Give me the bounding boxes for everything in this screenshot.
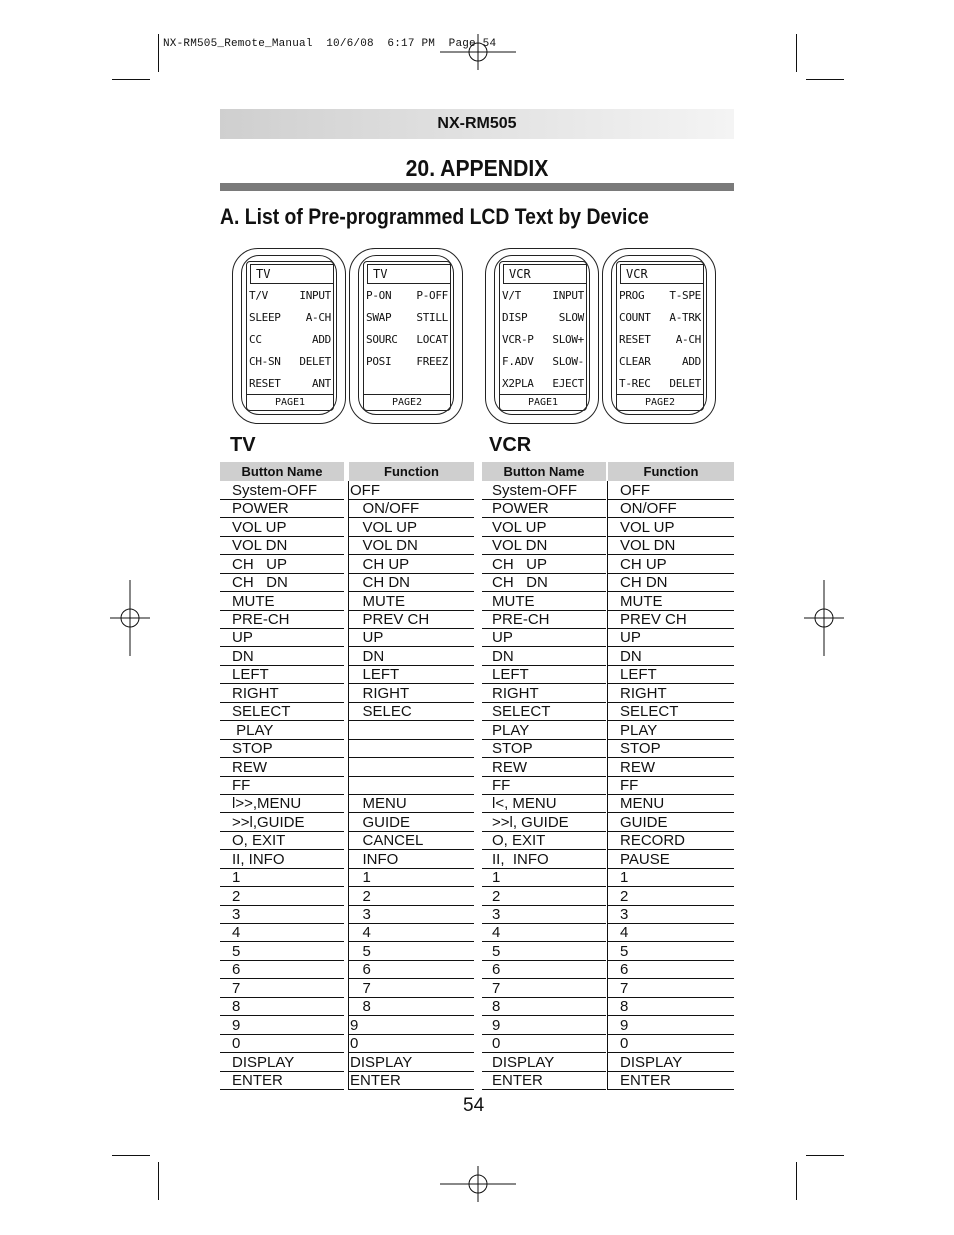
table-row [482,610,734,628]
button-name-cell: STOP [482,739,606,757]
table-row [220,758,474,776]
button-name-cell: POWER [220,499,344,517]
button-name-cell: 5 [482,942,606,960]
button-name-cell: ENTER [482,1071,606,1089]
table-row [482,794,734,812]
lcd-row: SLEEP A-CH [249,310,331,324]
table-row [220,555,474,573]
table-row [220,905,474,923]
button-name-cell: 3 [220,905,344,923]
function-cell: 8 [349,997,474,1015]
button-name-cell: >>l, GUIDE [482,813,606,831]
button-name-cell: II, INFO [220,850,344,868]
table-row [482,499,734,517]
table-row [482,629,734,647]
function-cell: RIGHT [608,684,734,702]
table-row [220,647,474,665]
function-cell: 3 [349,905,474,923]
function-cell: 9 [608,1016,734,1034]
registration-mark-icon [440,1162,516,1206]
function-cell: 2 [349,887,474,905]
tv-section-label: TV [230,434,256,456]
function-cell: ON/OFF [608,499,734,517]
function-cell: OFF [608,481,734,499]
lcd-row: CH-SN DELET [249,354,331,368]
button-name-cell: 2 [482,887,606,905]
button-name-cell: DN [220,647,344,665]
lcd-row: COUNT A-TRK [619,310,701,324]
table-row [220,536,474,554]
lcd-row [364,372,450,394]
function-cell [349,739,474,757]
function-cell: ON/OFF [349,499,474,517]
section-title: A. List of Pre-programmed LCD Text by Device [220,204,649,229]
button-name-cell: DISPLAY [482,1053,606,1071]
button-name-cell: 1 [220,868,344,886]
function-cell: ENTER [608,1071,734,1089]
function-cell: 2 [608,887,734,905]
lcd-page-label: PAGE2 [364,394,450,410]
function-cell: 9 [349,1016,474,1034]
table-row [482,1071,734,1089]
button-name-cell: 9 [482,1016,606,1034]
button-name-cell: PLAY [482,721,606,739]
table-row [220,629,474,647]
function-cell: CH DN [349,573,474,591]
button-name-cell: SELECT [220,702,344,720]
button-name-cell: 7 [220,979,344,997]
button-name-cell: 7 [482,979,606,997]
function-cell: FF [608,776,734,794]
tv-code-table [220,462,474,1090]
crop-mark [112,1155,150,1156]
column-header-button-name: Button Name [482,462,606,481]
table-row [220,924,474,942]
page-number: 54 [463,1095,485,1116]
function-cell [349,721,474,739]
button-name-cell: 8 [220,997,344,1015]
lcd-row: V/T INPUT [502,288,584,302]
lcd-row: RESET A-CH [619,332,701,346]
function-cell: 6 [608,960,734,978]
function-cell: 0 [608,1034,734,1052]
print-header: NX-RM505_Remote_Manual 10/6/08 6:17 PM Page 54 [163,38,497,50]
button-name-cell: 8 [482,997,606,1015]
function-cell: 5 [349,942,474,960]
function-cell: CH DN [608,573,734,591]
button-name-cell: 3 [482,905,606,923]
function-cell: 7 [608,979,734,997]
table-row [482,481,734,499]
lcd-row: SOURC LOCAT [366,332,448,346]
button-name-cell: >>l,GUIDE [220,813,344,831]
function-cell: CH UP [608,555,734,573]
button-name-cell: LEFT [220,665,344,683]
lcd-row: PROG T-SPE [619,288,701,302]
table-row [220,684,474,702]
table-row [482,555,734,573]
table-row [482,905,734,923]
table-row [220,831,474,849]
table-row [220,979,474,997]
function-cell [349,776,474,794]
button-name-cell: DISPLAY [220,1053,344,1071]
table-row [220,887,474,905]
function-cell: 4 [608,924,734,942]
function-cell [349,758,474,776]
lcd-row: POSI FREEZ [366,354,448,368]
registration-mark-icon [440,30,516,74]
table-row [220,610,474,628]
table-row [220,518,474,536]
button-name-cell: REW [482,758,606,776]
function-cell: 1 [608,868,734,886]
crop-mark [796,1162,797,1200]
table-row [220,702,474,720]
model-banner [220,109,734,139]
lcd-display [246,261,334,411]
function-cell: PREV CH [349,610,474,628]
table-row [220,1034,474,1052]
table-row [220,499,474,517]
function-cell: STOP [608,739,734,757]
button-name-cell: SELECT [482,702,606,720]
function-cell: GUIDE [608,813,734,831]
button-name-cell: 5 [220,942,344,960]
lcd-screen-vcr-page1 [485,248,599,424]
lcd-row: CC ADD [249,332,331,346]
lcd-display [363,261,451,411]
button-name-cell: CH UP [482,555,606,573]
table-row [220,665,474,683]
lcd-row: DISP SLOW [502,310,584,324]
button-name-cell: RIGHT [482,684,606,702]
table-row [482,518,734,536]
table-row [482,758,734,776]
button-name-cell: 4 [220,924,344,942]
lcd-device-name: VCR [620,264,704,284]
function-cell: DN [608,647,734,665]
button-name-cell: ENTER [220,1071,344,1089]
button-name-cell: 4 [482,924,606,942]
function-cell: UP [349,629,474,647]
function-cell: UP [608,629,734,647]
lcd-row: P-ON P-OFF [366,288,448,302]
lcd-page-label: PAGE1 [500,394,586,410]
table-row [482,887,734,905]
table-row [482,592,734,610]
registration-mark-icon [110,580,150,656]
lcd-device-name: VCR [503,264,587,284]
function-cell: INFO [349,850,474,868]
function-cell: 1 [349,868,474,886]
function-cell: LEFT [349,665,474,683]
button-name-cell: l<, MENU [482,794,606,812]
table-row [220,868,474,886]
crop-mark [796,34,797,72]
function-cell: CANCEL [349,831,474,849]
table-row [482,702,734,720]
button-name-cell: 2 [220,887,344,905]
function-cell: 0 [349,1034,474,1052]
button-name-cell: O, EXIT [220,831,344,849]
table-row [220,1071,474,1089]
table-row [220,1053,474,1071]
function-cell: DISPLAY [349,1053,474,1071]
table-row [220,960,474,978]
function-cell: SELEC [349,702,474,720]
table-row [482,776,734,794]
lcd-row: RESET ANT [249,376,331,390]
table-row [482,924,734,942]
lcd-row: X2PLA EJECT [502,376,584,390]
crop-mark [158,34,159,72]
function-cell: PLAY [608,721,734,739]
button-name-cell: UP [482,629,606,647]
button-name-cell: VOL UP [482,518,606,536]
function-cell: CH UP [349,555,474,573]
vcr-section-label: VCR [489,434,532,456]
table-row [482,997,734,1015]
button-name-cell: CH DN [220,573,344,591]
button-name-cell: MUTE [482,592,606,610]
table-row [220,794,474,812]
button-name-cell: 9 [220,1016,344,1034]
button-name-cell: MUTE [220,592,344,610]
button-name-cell: O, EXIT [482,831,606,849]
lcd-row: F.ADV SLOW- [502,354,584,368]
table-row [220,813,474,831]
button-name-cell: PRE-CH [482,610,606,628]
vcr-code-table [482,462,734,1090]
lcd-screen-tv-page2 [349,248,463,424]
button-name-cell: POWER [482,499,606,517]
lcd-row: VCR-P SLOW+ [502,332,584,346]
function-cell: MENU [608,794,734,812]
function-cell: 7 [349,979,474,997]
button-name-cell: 0 [220,1034,344,1052]
button-name-cell: 1 [482,868,606,886]
function-cell: RECORD [608,831,734,849]
table-row [220,481,474,499]
table-row [220,942,474,960]
button-name-cell: VOL UP [220,518,344,536]
table-row [482,850,734,868]
button-name-cell: CH DN [482,573,606,591]
function-cell: VOL DN [349,536,474,554]
button-name-cell: PRE-CH [220,610,344,628]
table-row [482,868,734,886]
crop-mark [806,79,844,80]
table-row [220,592,474,610]
table-row [482,647,734,665]
function-cell: 6 [349,960,474,978]
table-row [220,573,474,591]
table-row [482,813,734,831]
table-row [482,960,734,978]
function-cell: 5 [608,942,734,960]
table-row [482,739,734,757]
crop-mark [158,1162,159,1200]
button-name-cell: II, INFO [482,850,606,868]
function-cell: 8 [608,997,734,1015]
button-name-cell: REW [220,758,344,776]
button-name-cell: RIGHT [220,684,344,702]
function-cell: SELECT [608,702,734,720]
function-cell: OFF [349,481,474,499]
button-name-cell: System-OFF [220,481,344,499]
button-name-cell: VOL DN [220,536,344,554]
lcd-row: CLEAR ADD [619,354,701,368]
appendix-title: 20. APPENDIX [405,155,549,181]
table-row [482,573,734,591]
button-name-cell: VOL DN [482,536,606,554]
table-row [220,1016,474,1034]
table-row [220,850,474,868]
function-cell: RIGHT [349,684,474,702]
table-row [482,979,734,997]
lcd-display [499,261,587,411]
function-cell: LEFT [608,665,734,683]
button-name-cell: 6 [220,960,344,978]
table-row [220,739,474,757]
lcd-page-label: PAGE2 [617,394,703,410]
button-name-cell: STOP [220,739,344,757]
table-row [482,1034,734,1052]
lcd-display [616,261,704,411]
model-name: NX-RM505 [437,115,517,132]
function-cell: REW [608,758,734,776]
registration-mark-icon [804,580,844,656]
function-cell: VOL DN [608,536,734,554]
button-name-cell: 6 [482,960,606,978]
lcd-page-label: PAGE1 [247,394,333,410]
button-name-cell: 0 [482,1034,606,1052]
function-cell: MUTE [608,592,734,610]
crop-mark [806,1155,844,1156]
function-cell: MUTE [349,592,474,610]
button-name-cell: FF [220,776,344,794]
function-cell: GUIDE [349,813,474,831]
table-row [482,942,734,960]
function-cell: VOL UP [349,518,474,536]
table-row [482,1053,734,1071]
table-row [220,776,474,794]
button-name-cell: l>>,MENU [220,794,344,812]
button-name-cell: DN [482,647,606,665]
lcd-screen-tv-page1 [232,248,346,424]
lcd-row: T-REC DELET [619,376,701,390]
table-row [482,536,734,554]
table-row [220,721,474,739]
button-name-cell: LEFT [482,665,606,683]
table-row [482,665,734,683]
function-cell: PREV CH [608,610,734,628]
table-row [482,831,734,849]
button-name-cell: PLAY [220,721,344,739]
table-row [482,721,734,739]
function-cell: DN [349,647,474,665]
function-cell: 3 [608,905,734,923]
function-cell: DISPLAY [608,1053,734,1071]
function-cell: 4 [349,924,474,942]
table-row [482,1016,734,1034]
button-name-cell: System-OFF [482,481,606,499]
column-header-function: Function [608,462,734,481]
lcd-device-name: TV [250,264,334,284]
column-header-button-name: Button Name [220,462,344,481]
lcd-screen-vcr-page2 [602,248,716,424]
function-cell: ENTER [349,1071,474,1089]
table-row [220,997,474,1015]
crop-mark [112,79,150,80]
lcd-row: T/V INPUT [249,288,331,302]
lcd-row: SWAP STILL [366,310,448,324]
function-cell: MENU [349,794,474,812]
title-divider [220,183,734,191]
table-row [482,684,734,702]
lcd-device-name: TV [367,264,451,284]
function-cell: VOL UP [608,518,734,536]
column-header-function: Function [349,462,474,481]
function-cell: PAUSE [608,850,734,868]
button-name-cell: CH UP [220,555,344,573]
button-name-cell: UP [220,629,344,647]
button-name-cell: FF [482,776,606,794]
